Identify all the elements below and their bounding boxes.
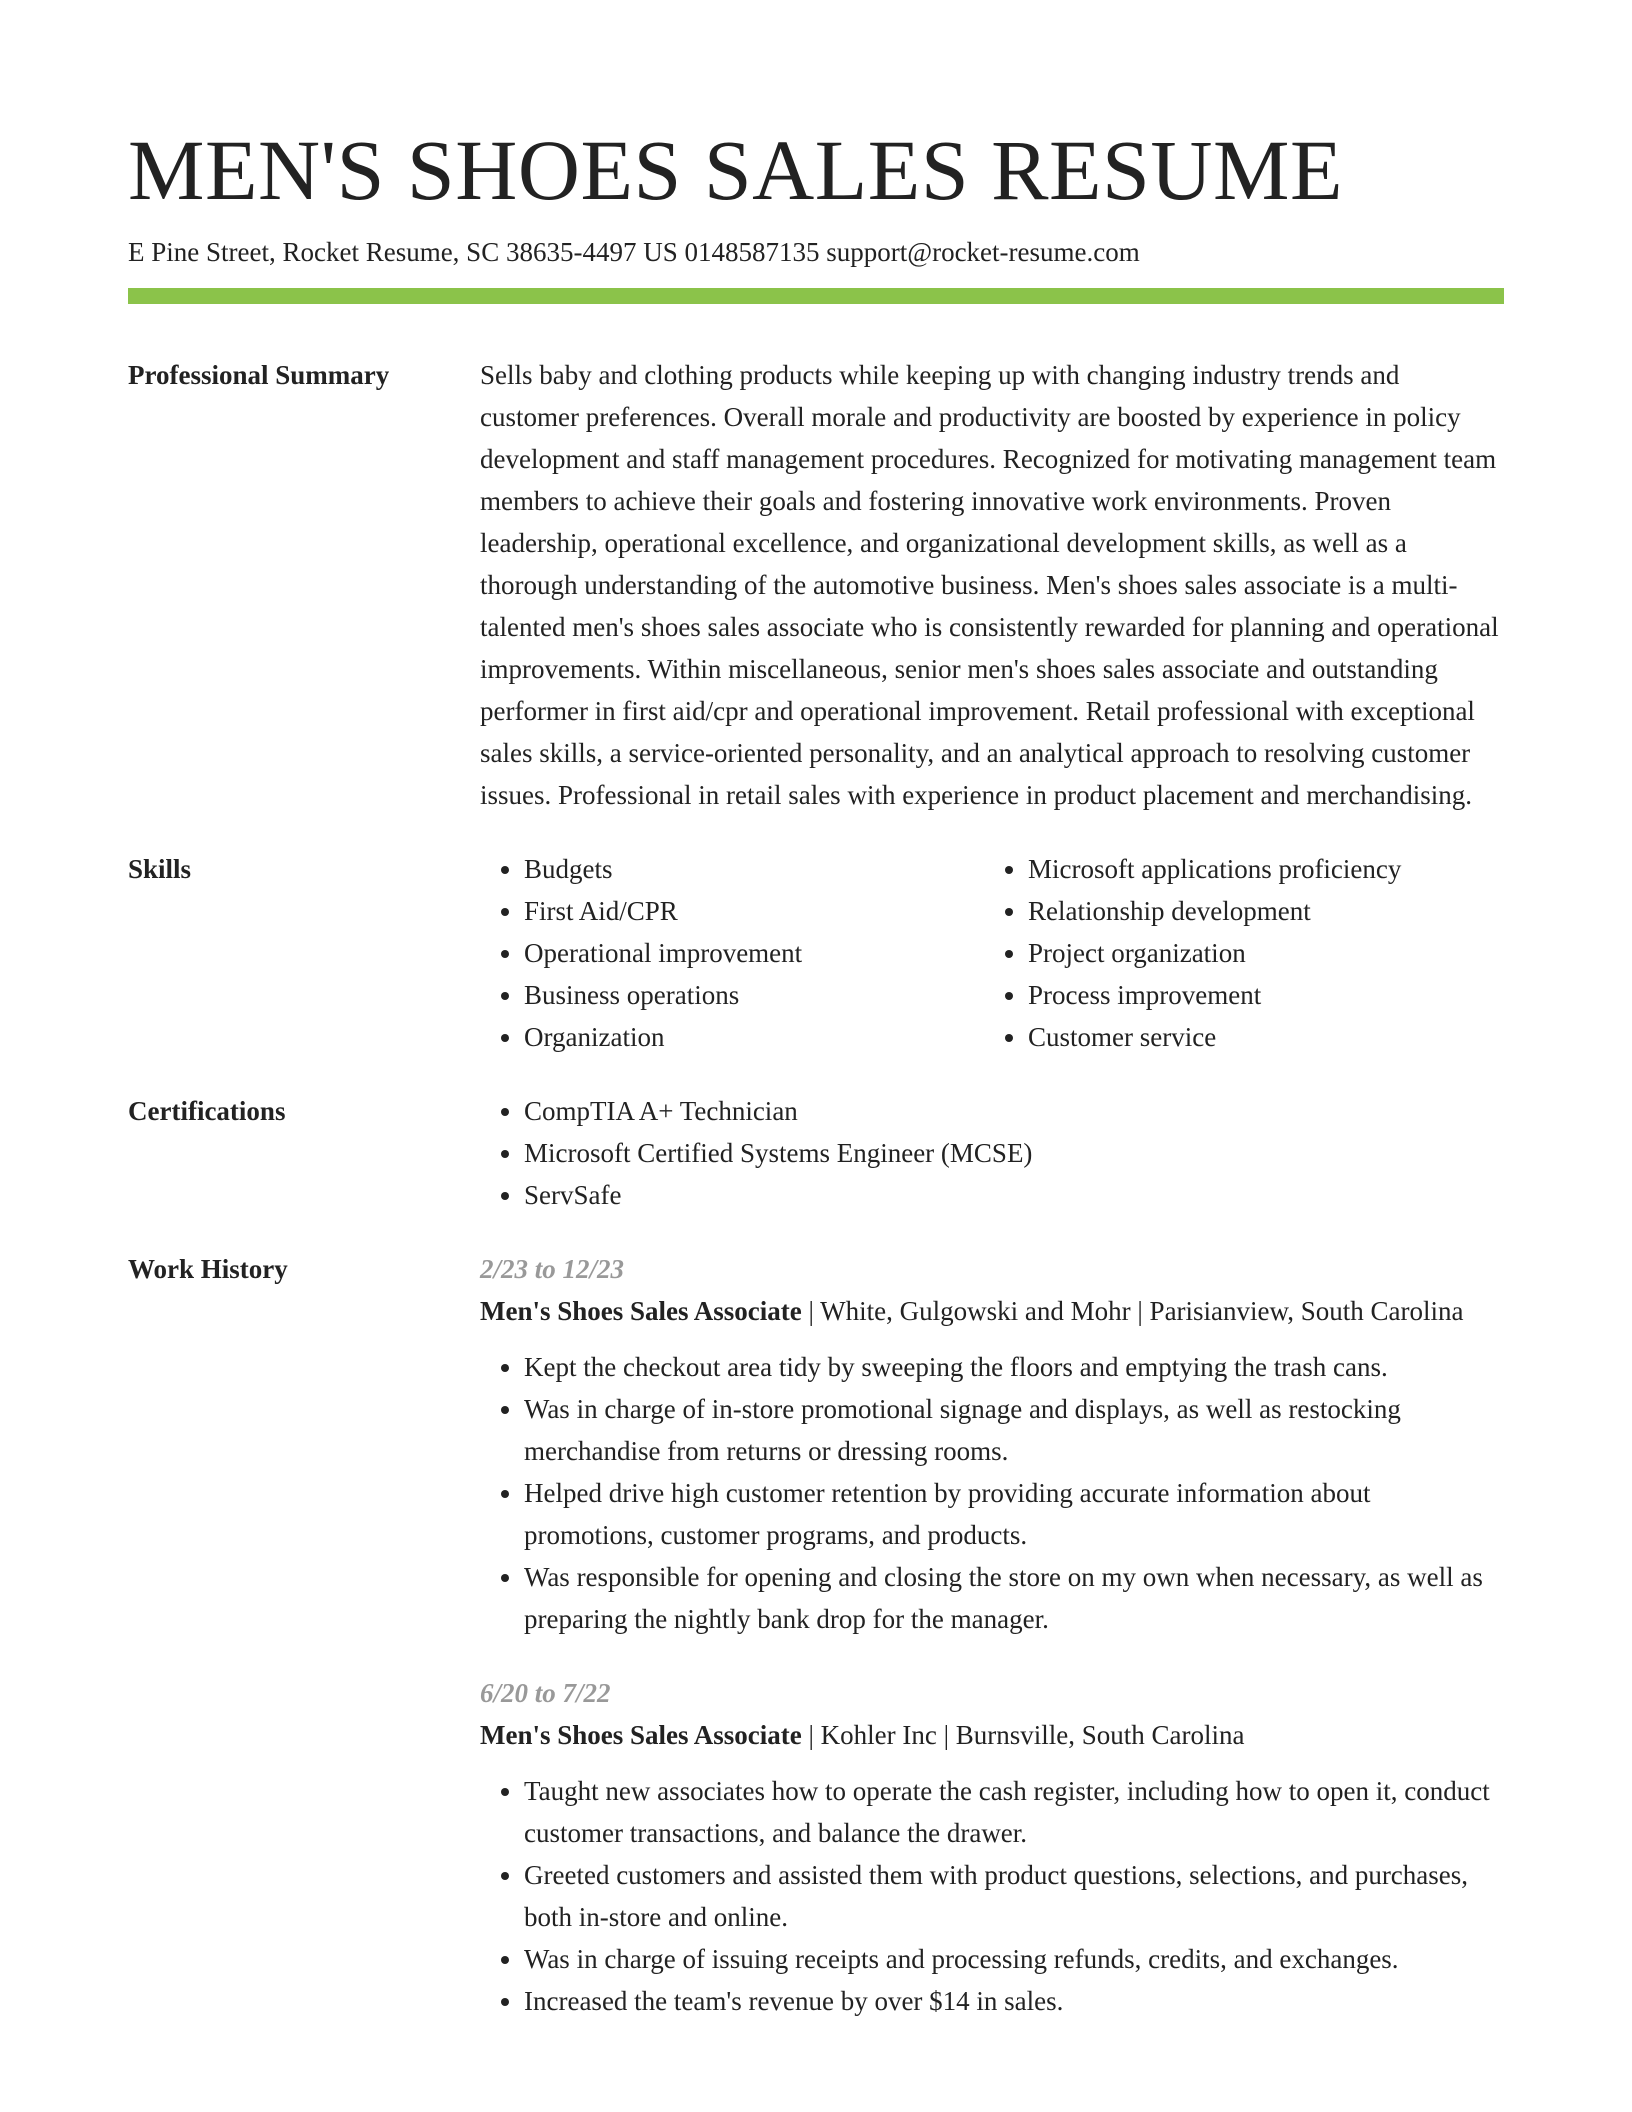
job-dates: 6/20 to 7/22 [480,1678,611,1708]
certification-item: • Microsoft Certified Systems Engineer (MCSE) [524,1132,1504,1174]
skill-item: • Customer service [1028,1016,1528,1058]
job-title: Men's Shoes Sales Associate [480,1296,802,1326]
certifications-section [128,1090,1504,1216]
job-title: Men's Shoes Sales Associate [480,1720,802,1750]
work-history-section [128,1248,1504,2054]
job-bullet: • Was responsible for opening and closing the store on my own when necessary, as well as preparing the nightly bank drop for the manager. [524,1556,1504,1640]
job-details: | Kohler Inc | Burnsville, South Carolina [801,1720,1245,1750]
summary-text: Sells baby and clothing products while keeping up with changing industry trends and customer preferences. Overall morale and productivity are boosted by experience in policy development and staff management procedures. Recognized for motivating management team members to achieve their goals and fostering innovative work environments. Proven leadership, operational excellence, and organizational development skills, as well as a thorough understanding of the automotive business. Men's shoes sales associate is a multi-talented men's shoes sales associate who is consistently rewarded for planning and operational improvements. Within miscellaneous, senior men's shoes sales associate and outstanding performer in first aid/cpr and operational improvement. Retail professional with exceptional sales skills, a service-oriented personality, and an analytical approach to resolving customer issues. Professional in retail sales with experience in product placement and merchandising. [480,360,1499,810]
skill-item: • Project organization [1028,932,1528,974]
certifications-list [480,1090,1504,1216]
skill-item: • Budgets [524,848,984,890]
skill-item: • Relationship development [1028,890,1528,932]
certifications-label: Certifications [128,1096,286,1126]
job-entry [480,1248,1504,1640]
contact-line: E Pine Street, Rocket Resume, SC 38635-4497 US 0148587135 support@rocket-resume.com [128,237,1140,267]
summary-section [128,354,1504,816]
skills-list-right [984,848,1528,1058]
skills-list-left [480,848,984,1058]
skill-item: • Microsoft applications proficiency [1028,848,1528,890]
work-history-body [480,1248,1504,2054]
skills-label: Skills [128,854,192,884]
job-bullet: • Taught new associates how to operate the cash register, including how to open it, conduct customer transactions, and balance the drawer. [524,1770,1504,1854]
summary-label: Professional Summary [128,360,390,390]
resume-page [128,0,1504,2054]
job-dates: 2/23 to 12/23 [480,1254,625,1284]
job-bullet: • Was in charge of issuing receipts and processing refunds, credits, and exchanges. [524,1938,1504,1980]
skill-item: • First Aid/CPR [524,890,984,932]
skill-item: • Organization [524,1016,984,1058]
job-entry [480,1672,1504,2022]
work-history-label: Work History [128,1254,288,1284]
resume-title: MEN'S SHOES SALES RESUME [128,122,1343,218]
job-bullet: • Kept the checkout area tidy by sweeping the floors and emptying the trash cans. [524,1346,1504,1388]
certification-item: • ServSafe [524,1174,1504,1216]
job-heading [480,1290,1504,1332]
skills-section [128,848,1504,1058]
job-bullet: • Helped drive high customer retention by providing accurate information about promotions, customer programs, and products. [524,1472,1504,1556]
job-bullet: • Increased the team's revenue by over $14 in sales. [524,1980,1504,2022]
certification-item: • CompTIA A+ Technician [524,1090,1504,1132]
skill-item: • Process improvement [1028,974,1528,1016]
job-bullet: • Was in charge of in-store promotional signage and displays, as well as restocking merchandise from returns or dressing rooms. [524,1388,1504,1472]
job-heading [480,1714,1504,1756]
skill-item: • Operational improvement [524,932,984,974]
job-bullet-list [480,1346,1504,1640]
skill-item: • Business operations [524,974,984,1016]
job-bullet: • Greeted customers and assisted them with product questions, selections, and purchases, both in-store and online. [524,1854,1504,1938]
accent-divider [128,288,1504,304]
job-details: | White, Gulgowski and Mohr | Parisianview, South Carolina [801,1296,1464,1326]
skills-grid [480,848,1528,1058]
job-bullet-list [480,1770,1504,2022]
certifications-body [480,1090,1504,1216]
